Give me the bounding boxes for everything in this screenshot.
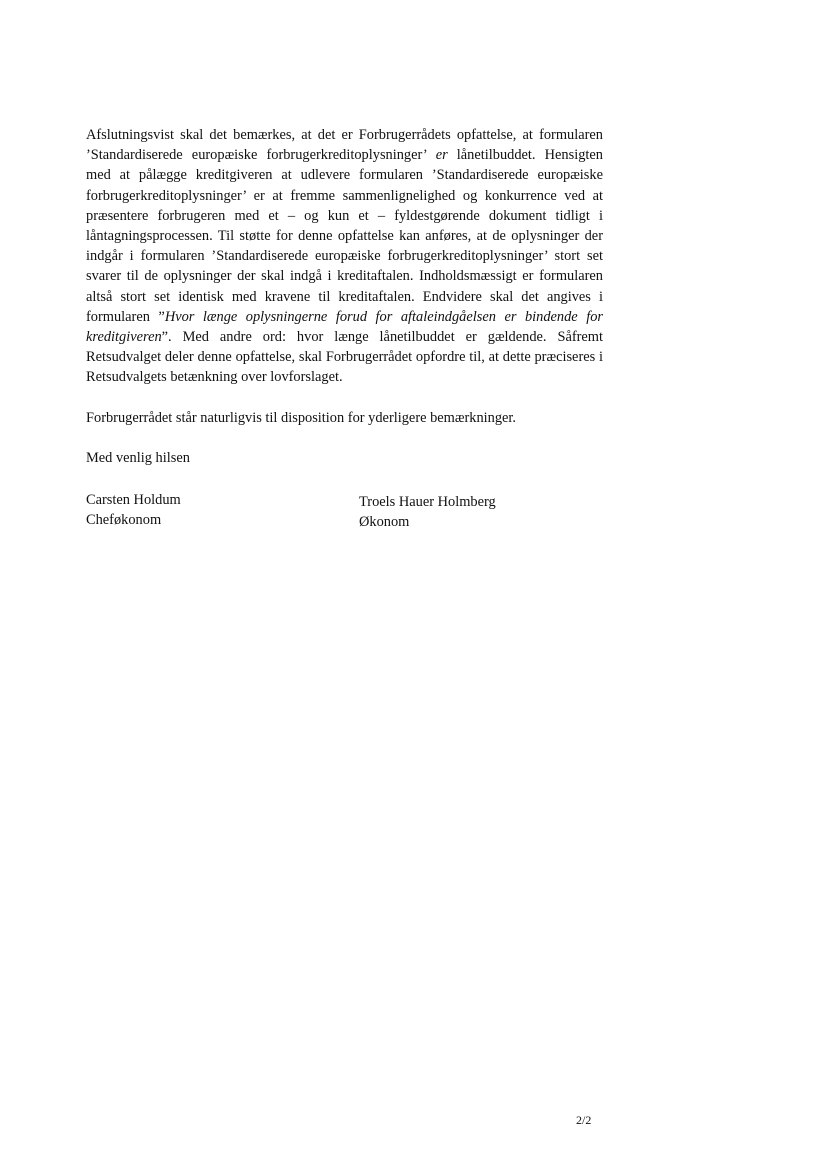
signatory-title: Cheføkonom — [86, 512, 162, 529]
main-paragraph — [86, 125, 603, 388]
signatory-name: Carsten Holdum — [86, 492, 181, 509]
greeting: Med venlig hilsen — [86, 449, 190, 466]
signatory-right — [359, 492, 496, 532]
signature-block — [86, 490, 603, 534]
page-number: 2/2 — [576, 1113, 592, 1127]
main-paragraph-part5: ”. Med andre ord: hvor længe lånetilbuddet er gældende. Såfremt Retsudvalget deler denne opfattelse, skal Forbrugerrådet opfordre til, at dette præciseres i Retsudvalgets betænkning over lovforslaget. — [86, 329, 603, 386]
letter-body — [86, 125, 603, 534]
main-paragraph-emphasis-er: er — [435, 147, 448, 164]
signatory-title: Økonom — [359, 514, 410, 531]
signatory-left — [86, 490, 181, 530]
main-paragraph-part3: lånetilbuddet. Hensigten med at pålægge kreditgiveren at udlevere formularen ’Standardiserede europæiske forbrugerkreditoplysninger’ er at fremme sammenlignelighed og konkurrence ved at præsentere forbrugeren med et – og kun et – fyldestgørende dokument tidligt i låntagningsprocessen. Til støtte for denne opfattelse kan anføres, at de oplysninger der indgår i formularen ’Standardiserede europæiske forbrugerkreditoplysninger’ stort set svarer til de oplysninger der skal indgå i kreditaftalen. Indholdsmæssigt er formularen altså stort set identisk med kravene til kreditaftalen. Endvidere skal det angives i formularen ” — [86, 147, 603, 325]
closing-offer-paragraph: Forbrugerrådet står naturligvis til disposition for yderligere bemærkninger. — [86, 409, 517, 426]
signatory-name: Troels Hauer Holmberg — [359, 494, 496, 511]
main-paragraph-part1: Afslutningsvist skal det bemærkes, at det er Forbrugerrådets opfattelse, at formularen ’Standardiserede europæiske forbrugerkreditoplysninger’ — [86, 127, 603, 164]
main-paragraph-quoted-italic: Hvor længe oplysningerne forud for aftaleindgåelsen er bindende for kreditgiveren — [86, 308, 603, 346]
